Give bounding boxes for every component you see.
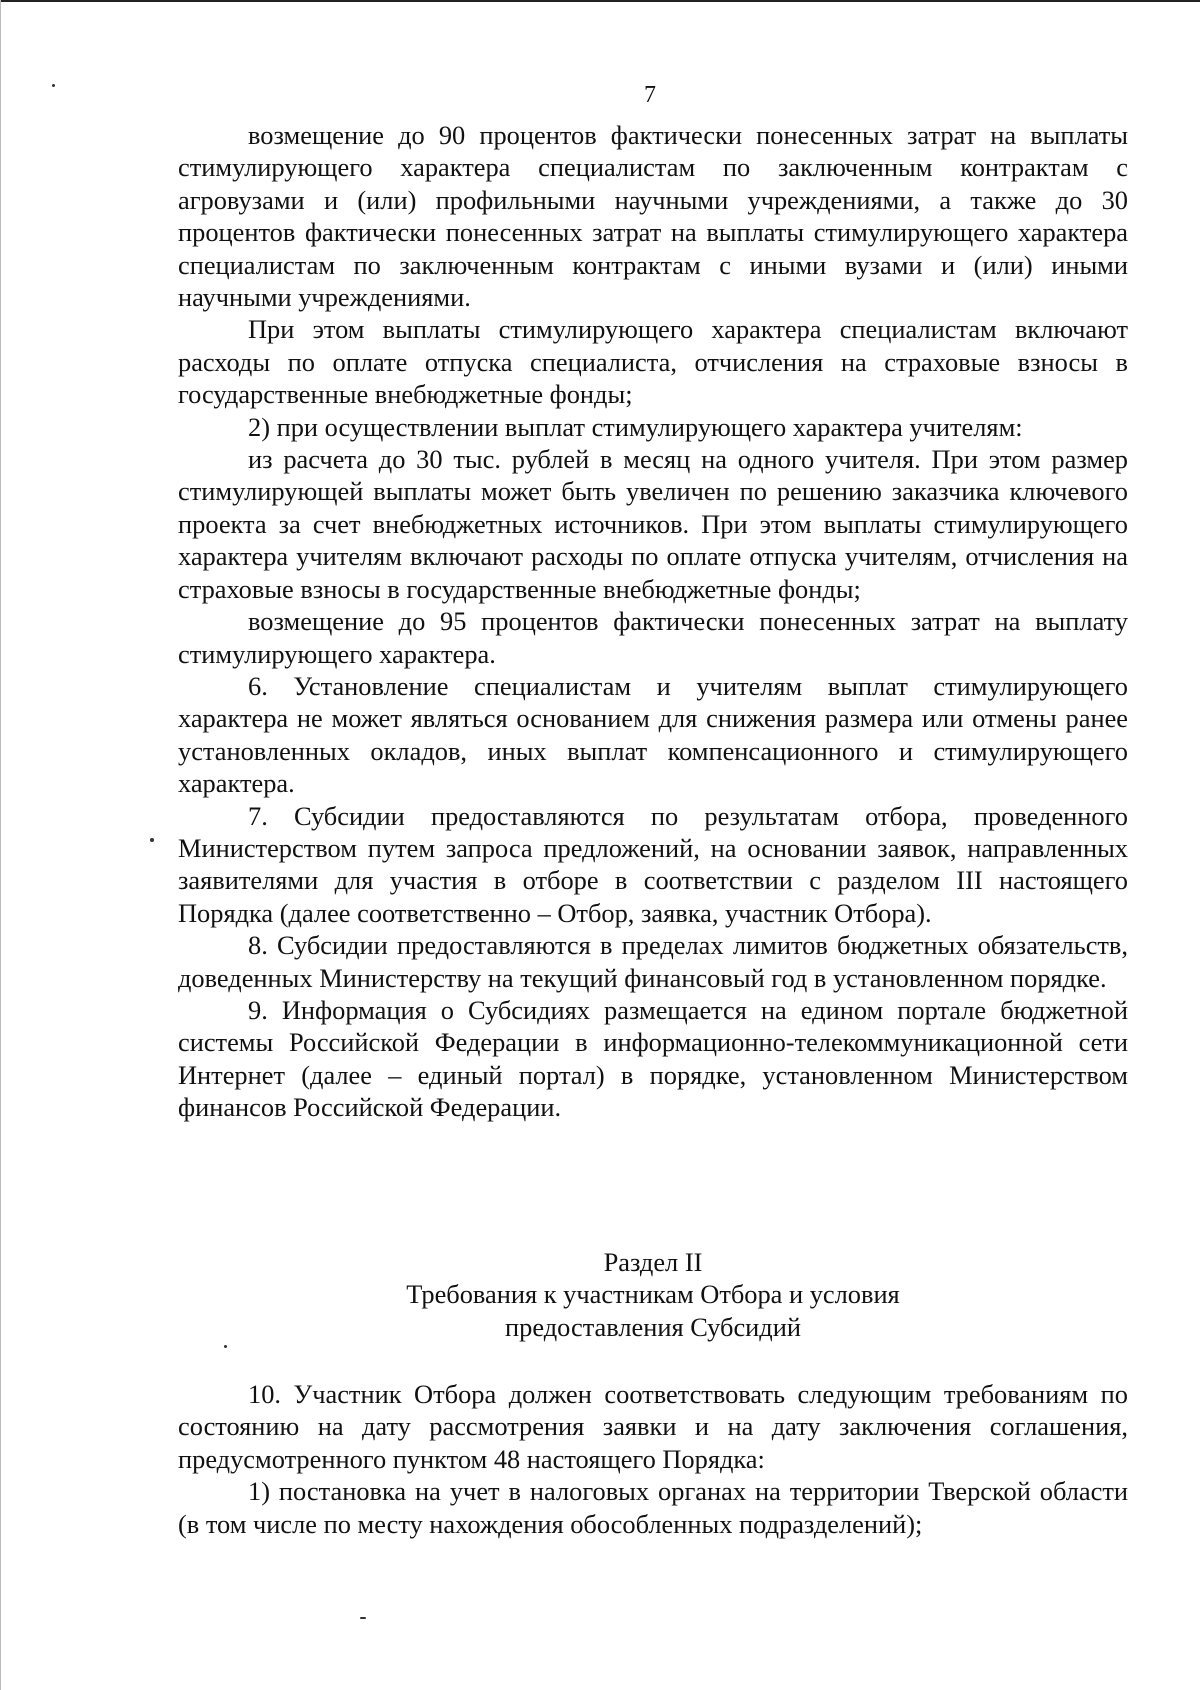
section-title-line: Требования к участникам Отбора и условия — [406, 1279, 900, 1310]
body-text — [178, 119, 1128, 1124]
paragraph: из расчета до 30 тыс. рублей в месяц на одного учителя. При этом размер стимулирующей выплаты может быть увеличен по решению заказчика ключевого проекта за счет внебюджетных источников. При этом выплаты стимулирующего характера учителям включают расходы по оплате отпуска учителям, отчисления на страховые взносы в государственные внебюджетные фонды; — [178, 444, 1128, 604]
body-text-section-2 — [178, 1378, 1128, 1540]
paragraph: 2) при осуществлении выплат стимулирующего характера учителям: — [248, 411, 1023, 442]
paragraph: 8. Субсидии предоставляются в пределах лимитов бюджетных обязательств, доведенных Министерству на текущий финансовый год в установленном порядке. — [178, 930, 1128, 993]
scan-speck — [224, 1345, 227, 1348]
scan-speck — [150, 838, 154, 842]
section-number: Раздел II — [603, 1247, 703, 1277]
paragraph: 1) постановка на учет в налоговых органах на территории Тверской области (в том числе по месту нахождения обособленных подразделений); — [178, 1476, 1128, 1539]
scan-speck — [360, 1617, 366, 1619]
scan-edge-top — [0, 0, 1200, 2]
paragraph: возмещение до 90 процентов фактически понесенных затрат на выплаты стимулирующего характера специалистам по заключенным контрактам с агровузами и (или) профильными научными учреждениями, а также до 30 процентов фактически понесенных затрат на выплаты стимулирующего характера специалистам по заключенным контрактам с иными вузами и (или) иными научными учреждениями. — [178, 120, 1128, 313]
page-number: 7 — [644, 82, 656, 108]
paragraph: 7. Субсидии предоставляются по результатам отбора, проведенного Министерством путем запроса предложений, на основании заявок, направленных заявителями для участия в отборе в соответствии с разделом III настоящего Порядка (далее соответственно – Отбор, заявка, участник Отбора). — [178, 800, 1128, 928]
paragraph: 9. Информация о Субсидиях размещается на едином портале бюджетной системы Российской Федерации в информационно-телекоммуникационной сети Интернет (далее – единый портал) в порядке, установленном Министерством финансов Российской Федерации. — [178, 994, 1128, 1123]
paragraph: 6. Установление специалистам и учителям выплат стимулирующего характера не может являться основанием для снижения размера или отмены ранее установленных окладов, иных выплат компенсационного и стимулирующего характера. — [178, 670, 1128, 799]
section-heading — [178, 1246, 1128, 1343]
section-title-line: предоставления Субсидий — [505, 1311, 801, 1342]
scan-edge-left — [0, 0, 1, 1690]
paragraph: 10. Участник Отбора должен соответствовать следующим требованиям по состоянию на дату рассмотрения заявки и на дату заключения соглашения, предусмотренного пунктом 48 настоящего Порядка: — [178, 1379, 1128, 1474]
paragraph: возмещение до 95 процентов фактически понесенных затрат на выплату стимулирующего характера. — [178, 606, 1128, 669]
paragraph: При этом выплаты стимулирующего характера специалистам включают расходы по оплате отпуска специалиста, отчисления на страховые взносы в государственные внебюджетные фонды; — [178, 314, 1128, 410]
